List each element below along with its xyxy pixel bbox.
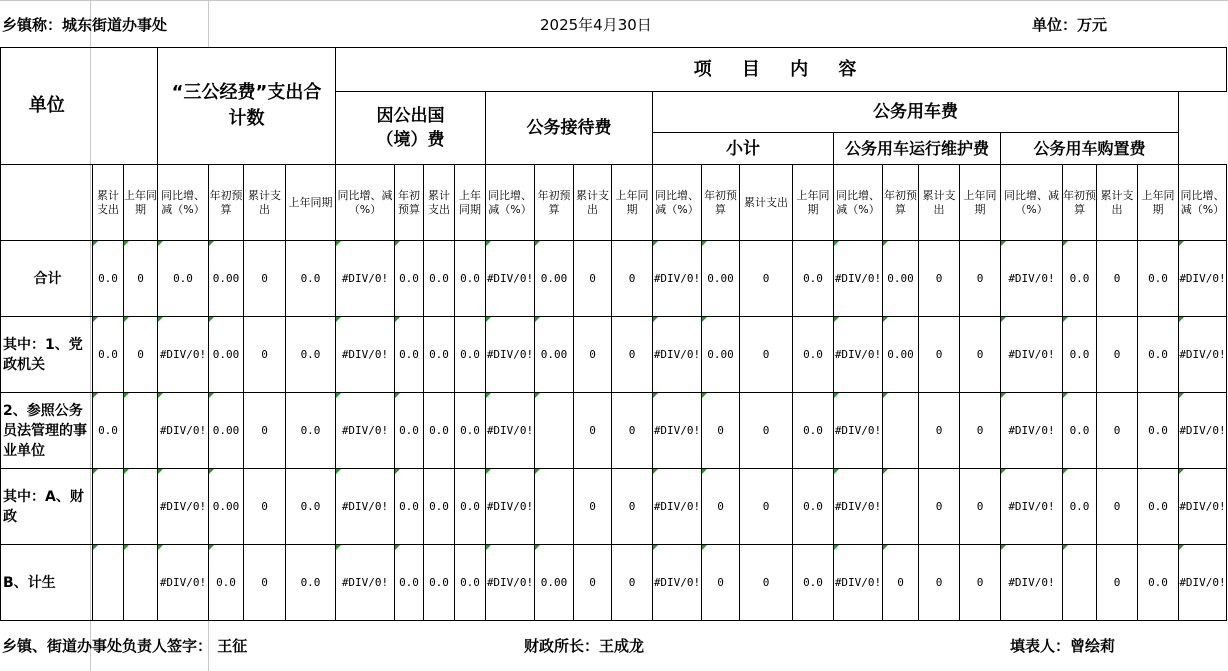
table-cell: 0.0 [158, 241, 209, 317]
table-cell: #DIV/0! [486, 393, 535, 469]
table-cell: 0.0 [395, 317, 424, 393]
subheader: 累计支出 [244, 165, 286, 241]
car-purchase-header: 公务用车购置费 [1001, 133, 1179, 165]
table-cell: 0 [574, 317, 612, 393]
subheader: 累计支出 [424, 165, 455, 241]
table-cell: #DIV/0! [1001, 545, 1063, 621]
table-cell: 0 [919, 469, 960, 545]
subheader: 累计支出 [740, 165, 793, 241]
sheet-gridline [208, 0, 209, 48]
table-cell: 0 [702, 393, 740, 469]
table-cell: #DIV/0! [653, 545, 702, 621]
table-cell: 0 [919, 241, 960, 317]
table-cell: 0 [124, 241, 158, 317]
table-cell [124, 393, 158, 469]
table-cell: 0 [960, 317, 1001, 393]
table-cell: 0.0 [455, 241, 486, 317]
table-cell: 0.0 [455, 317, 486, 393]
table-cell: 0.0 [793, 545, 834, 621]
subheader: 累计支出 [1097, 165, 1138, 241]
table-body [1, 241, 1227, 621]
table-row [1, 317, 1227, 393]
subheader-row [1, 165, 1227, 241]
table-cell: 0 [960, 469, 1001, 545]
table-cell: 0 [574, 241, 612, 317]
table-cell: 0.0 [455, 545, 486, 621]
table-cell: #DIV/0! [1179, 241, 1227, 317]
subheader: 同比增、减（%） [158, 165, 209, 241]
table-cell: 0 [1097, 317, 1138, 393]
table-cell: 0 [1097, 393, 1138, 469]
row-label: 其中：1、党政机关 [1, 317, 93, 393]
table-cell: 0 [740, 393, 793, 469]
table-cell: 0.0 [455, 393, 486, 469]
subheader: 上年同期 [1138, 165, 1179, 241]
table-cell: #DIV/0! [1179, 317, 1227, 393]
table-cell: #DIV/0! [158, 317, 209, 393]
car-expense-header: 公务用车费 [653, 92, 1179, 133]
table-cell: 0 [919, 393, 960, 469]
car-subtotal-header: 小计 [653, 133, 834, 165]
subheader: 同比增、减（%） [1001, 165, 1063, 241]
table-cell: 0.0 [395, 545, 424, 621]
table-cell: 0.00 [883, 317, 919, 393]
table-cell: #DIV/0! [1001, 317, 1063, 393]
table-cell: #DIV/0! [653, 317, 702, 393]
table-cell: #DIV/0! [834, 241, 883, 317]
table-cell: #DIV/0! [486, 241, 535, 317]
table-cell: 0.0 [395, 393, 424, 469]
table-cell: #DIV/0! [834, 469, 883, 545]
table-cell: 0 [740, 545, 793, 621]
table-row [1, 469, 1227, 545]
table-cell: 0.0 [1138, 469, 1179, 545]
table-cell: 0.00 [535, 241, 574, 317]
leader-signature: 乡镇、街道办事处负责人签字： 王征 [2, 637, 248, 655]
subheader: 累计支出 [574, 165, 612, 241]
table-cell: 0.0 [1138, 317, 1179, 393]
table-row [1, 545, 1227, 621]
table-cell: #DIV/0! [834, 545, 883, 621]
table-cell: 0.0 [93, 317, 124, 393]
table-cell: #DIV/0! [486, 545, 535, 621]
report-date: 2025年4月30日 [540, 16, 652, 34]
subheader: 同比增、减（%） [834, 165, 883, 241]
table-cell: 0.0 [1063, 317, 1097, 393]
table-cell: 0 [960, 241, 1001, 317]
table-cell: 0.0 [793, 241, 834, 317]
table-cell: 0.0 [286, 317, 336, 393]
table-cell: 0.00 [209, 469, 244, 545]
table-cell: 0 [244, 545, 286, 621]
table-cell: #DIV/0! [653, 393, 702, 469]
table-cell: 0.0 [209, 545, 244, 621]
town-name: 乡镇称：城东街道办事处 [2, 16, 168, 34]
table-cell: 0.0 [1063, 241, 1097, 317]
table-cell: 0 [612, 469, 653, 545]
row-label: 其中：A、财政 [1, 469, 93, 545]
project-content-header-text: 项 目 内 容 [693, 58, 869, 80]
table-cell: 0 [960, 545, 1001, 621]
table-cell: 0.0 [1063, 393, 1097, 469]
table-cell [535, 469, 574, 545]
row-label: 2、参照公务员法管理的事业单位 [1, 393, 93, 469]
table-cell: 0 [244, 241, 286, 317]
table-cell: 0.00 [535, 317, 574, 393]
table-cell: 0.0 [286, 545, 336, 621]
table-cell: 0.0 [424, 545, 455, 621]
table-cell: 0.00 [209, 393, 244, 469]
table-cell: 0.0 [286, 393, 336, 469]
subheader: 累计支出 [93, 165, 124, 241]
subheader: 上年同期 [124, 165, 158, 241]
total-expense-header-text: “三公经费”支出合计数 [171, 82, 322, 129]
table-cell: 0 [574, 469, 612, 545]
table-cell: 0.0 [424, 317, 455, 393]
table-cell: 0 [612, 241, 653, 317]
car-maintenance-header: 公务用车运行维护费 [834, 133, 1001, 165]
row-label: 合计 [1, 241, 93, 317]
table-cell: 0.0 [793, 317, 834, 393]
table-cell: 0 [612, 393, 653, 469]
table-cell: 0 [740, 469, 793, 545]
table-cell: #DIV/0! [653, 241, 702, 317]
abroad-expense-header: 因公出国（境）费 [336, 92, 486, 165]
subheader: 年初预算 [883, 165, 919, 241]
unit-column-header: 单位 [1, 48, 93, 165]
table-cell: 0 [612, 545, 653, 621]
table-cell: #DIV/0! [1001, 469, 1063, 545]
table-cell: #DIV/0! [1179, 393, 1227, 469]
table-cell: 0.0 [93, 393, 124, 469]
table-cell: 0.0 [793, 393, 834, 469]
table-cell: #DIV/0! [158, 469, 209, 545]
table-cell: 0.0 [1138, 545, 1179, 621]
subheader: 年初预算 [395, 165, 424, 241]
table-cell: 0.0 [455, 469, 486, 545]
table-cell: 0 [574, 393, 612, 469]
table-cell: 0 [1097, 545, 1138, 621]
table-cell: 0 [612, 317, 653, 393]
table-cell: 0 [244, 317, 286, 393]
table-cell: #DIV/0! [336, 317, 395, 393]
form-filler: 填表人：曾绘莉 [1010, 637, 1116, 655]
table-cell: #DIV/0! [336, 393, 395, 469]
reception-expense-header: 公务接待费 [486, 92, 653, 165]
table-cell [883, 469, 919, 545]
subheader: 年初预算 [702, 165, 740, 241]
unit-label: 单位：万元 [1032, 16, 1108, 34]
table-cell: 0.0 [395, 469, 424, 545]
subheader-blank [1, 165, 93, 241]
table-cell [93, 545, 124, 621]
subheader: 累计支出 [919, 165, 960, 241]
table-cell: 0 [702, 469, 740, 545]
table-cell: 0.00 [209, 317, 244, 393]
table-cell: 0.0 [424, 393, 455, 469]
table-row [1, 241, 1227, 317]
table-cell: 0.00 [209, 241, 244, 317]
table-cell: 0 [883, 545, 919, 621]
three-public-expenses-table [0, 47, 1227, 621]
table-cell [93, 469, 124, 545]
table-cell: 0 [919, 317, 960, 393]
table-row [1, 393, 1227, 469]
table-cell: #DIV/0! [834, 393, 883, 469]
table-cell: #DIV/0! [834, 317, 883, 393]
sheet-gridline [0, 0, 1228, 1]
subheader: 上年同期 [612, 165, 653, 241]
subheader: 年初预算 [209, 165, 244, 241]
table-cell: 0.00 [535, 545, 574, 621]
total-expense-header [158, 48, 336, 165]
table-cell: 0.0 [395, 241, 424, 317]
table-cell: 0 [1097, 469, 1138, 545]
table-cell: #DIV/0! [1001, 393, 1063, 469]
table-cell: 0 [702, 545, 740, 621]
subheader: 同比增、减（%） [336, 165, 395, 241]
table-cell: 0.0 [286, 469, 336, 545]
table-cell: 0.00 [702, 241, 740, 317]
subheader: 上年同期 [960, 165, 1001, 241]
table-cell: #DIV/0! [1179, 469, 1227, 545]
table-cell [124, 469, 158, 545]
table-cell: #DIV/0! [336, 545, 395, 621]
subheader: 年初预算 [1063, 165, 1097, 241]
table-cell: 0 [740, 317, 793, 393]
table-cell: #DIV/0! [1179, 545, 1227, 621]
table-cell: 0.00 [883, 241, 919, 317]
table-cell: #DIV/0! [653, 469, 702, 545]
table-cell: 0 [919, 545, 960, 621]
table-cell: 0.0 [1063, 469, 1097, 545]
table-cell: #DIV/0! [486, 317, 535, 393]
table-cell: 0.0 [286, 241, 336, 317]
table-cell: 0.0 [424, 469, 455, 545]
table-cell: 0.0 [1138, 241, 1179, 317]
subheader: 上年同期 [455, 165, 486, 241]
subheader: 上年同期 [286, 165, 336, 241]
table-cell: 0.0 [93, 241, 124, 317]
table-cell: 0.0 [1138, 393, 1179, 469]
row-label: B、计生 [1, 545, 93, 621]
table-cell: #DIV/0! [486, 469, 535, 545]
subheader: 年初预算 [535, 165, 574, 241]
table-cell: #DIV/0! [158, 393, 209, 469]
table-cell [124, 545, 158, 621]
table-cell: 0.00 [702, 317, 740, 393]
subheader: 同比增、减（%） [486, 165, 535, 241]
blank-header-cell [93, 48, 158, 165]
table-cell [535, 393, 574, 469]
table-cell [1063, 545, 1097, 621]
table-cell: #DIV/0! [336, 241, 395, 317]
table-cell: #DIV/0! [336, 469, 395, 545]
subheader: 同比增、减（%） [1179, 165, 1227, 241]
subheader: 同比增、减（%） [653, 165, 702, 241]
table-cell: #DIV/0! [158, 545, 209, 621]
table-cell: #DIV/0! [1001, 241, 1063, 317]
table-cell: 0.0 [793, 469, 834, 545]
table-cell: 0 [124, 317, 158, 393]
table-cell: 0 [740, 241, 793, 317]
table-cell: 0.0 [424, 241, 455, 317]
table-cell: 0 [244, 393, 286, 469]
finance-director: 财政所长：王成龙 [524, 637, 645, 655]
project-content-header [336, 48, 1227, 92]
table-cell: 0 [960, 393, 1001, 469]
table-cell: 0 [574, 545, 612, 621]
table-cell: 0 [1097, 241, 1138, 317]
subheader: 上年同期 [793, 165, 834, 241]
table-cell [883, 393, 919, 469]
table-cell: 0 [244, 469, 286, 545]
